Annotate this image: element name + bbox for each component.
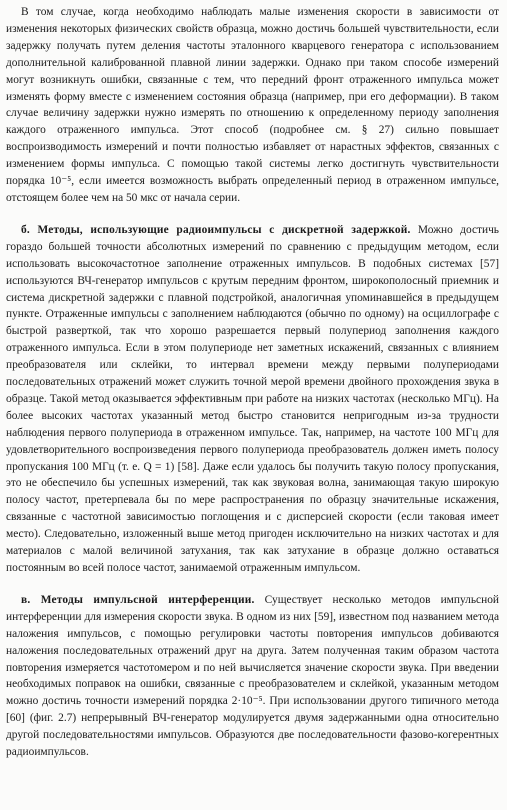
paragraph-gap — [6, 577, 499, 592]
section-heading-pulse-interference: в. Методы импульсной интерференции. — [21, 593, 255, 606]
paragraph-intro-text: В том случае, когда необходимо наблюдать малые изменения скорости в зависимости от изменения некоторых физических свойств образца, можно достичь большей чувствительности, если задержку получать путем деления частоты эталонного кварцевого генератора с использованием дополнительной калиброванной плавной линии задержки. Однако при таком способе измерений могут возникнуть ошибки, связанные с тем, что передний фронт отраженного импульса может изменять форму вместе с изменением состояния образца (например, при его деформации). В таком случае величину задержки нужно измерять по отношению к определенному периоду заполнения каждого отраженного импульса. Этот способ (подробнее см. § 27) сильно повышает воспроизводимость измерений и почти полностью избавляет от нарастных эффектов, связанных с изменением формы импульса. С помощью такой системы легко достигнуть чувствительности порядка 10⁻⁵, если имеется возможность выбрать определенный период в отраженном импульсе, отстоящем более чем на 50 мкс от начала серии. — [6, 6, 499, 204]
paragraph-pulse-interference-text: Существует несколько методов импульсной интерференции для измерения скорости звука. В одном из них [59], известном под названием метода наложения импульсов, с помощью регулировки частоты повторения импульсов добиваются наложения последовательных отражений друг на друга. Затем полученная таким образом частота повторения измеряется частотомером и по ней вычисляется значение скорости звука. При введении необходимых поправок на ошибки, связанные с преобразователем и склейкой, указанным методом можно достичь точности измерений порядка 2·10⁻⁵. При использовании другого типичного метода [60] (фиг. 2.7) непрерывный ВЧ-генератор модулируется двумя задержанными одна относительно другой последовательностями импульсов. Образуются две последовательности фазово-когерентных радиоимпульсов. — [6, 593, 499, 759]
paragraph-intro — [6, 4, 499, 207]
section-heading-discrete-delay: б. Методы, использующие радиоимпульсы с дискретной задержкой. — [21, 223, 411, 236]
paragraph-discrete-delay — [6, 222, 499, 577]
paragraph-discrete-delay-text: Можно достичь гораздо большей точности абсолютных измерений по сравнению с предыдущим методом, если использовать высокочастотное заполнение отраженных импульсов. В подобных системах [57] используются ВЧ-генератор импульсов с крутым передним фронтом, широкополосный приемник и система дискретной задержки с плавной подстройкой, аналогичная упоминавшейся в предыдущем пункте. Отраженные импульсы с заполнением наблюдаются (обычно по одному) на осциллографе с быстрой разверткой, так что хорошо разрешается первый полупериод заполнения каждого отраженного импульса. Если в этом полупериоде нет заметных искажений, связанных с влиянием преобразователя или склейки, то интервал времени между первыми полупериодами последовательных отражений может служить точной мерой времени двойного прохождения звука в образце. Такой метод оказывается эффективным при работе на низких частотах (несколько МГц). На более высоких частотах указанный метод быстро становится непригодным из-за трудности наблюдения первого полупериода в отраженном импульсе. Так, например, на частоте 100 МГц для удовлетворительного воспроизведения первого полупериода преобразователь должен иметь полосу пропускания 100 МГц (т. е. Q = 1) [58]. Даже если удалось бы получить такую полосу пропускания, это не обеспечило бы успешных измерений, так как звуковая волна, занимающая такую широкую полосу частот, претерпевала бы по мере распространения по образцу значительные искажения, связанные с частотной зависимостью поглощения и с дисперсией скорости (если таковая имеет место). Следовательно, изложенный выше метод пригоден исключительно на низких частотах и для материалов с малой величиной затухания, так как затухание в образце должно оставаться постоянным во всей полосе частот, занимаемой отраженным импульсом. — [6, 223, 499, 574]
paragraph-pulse-interference — [6, 592, 499, 761]
paragraph-gap — [6, 207, 499, 222]
